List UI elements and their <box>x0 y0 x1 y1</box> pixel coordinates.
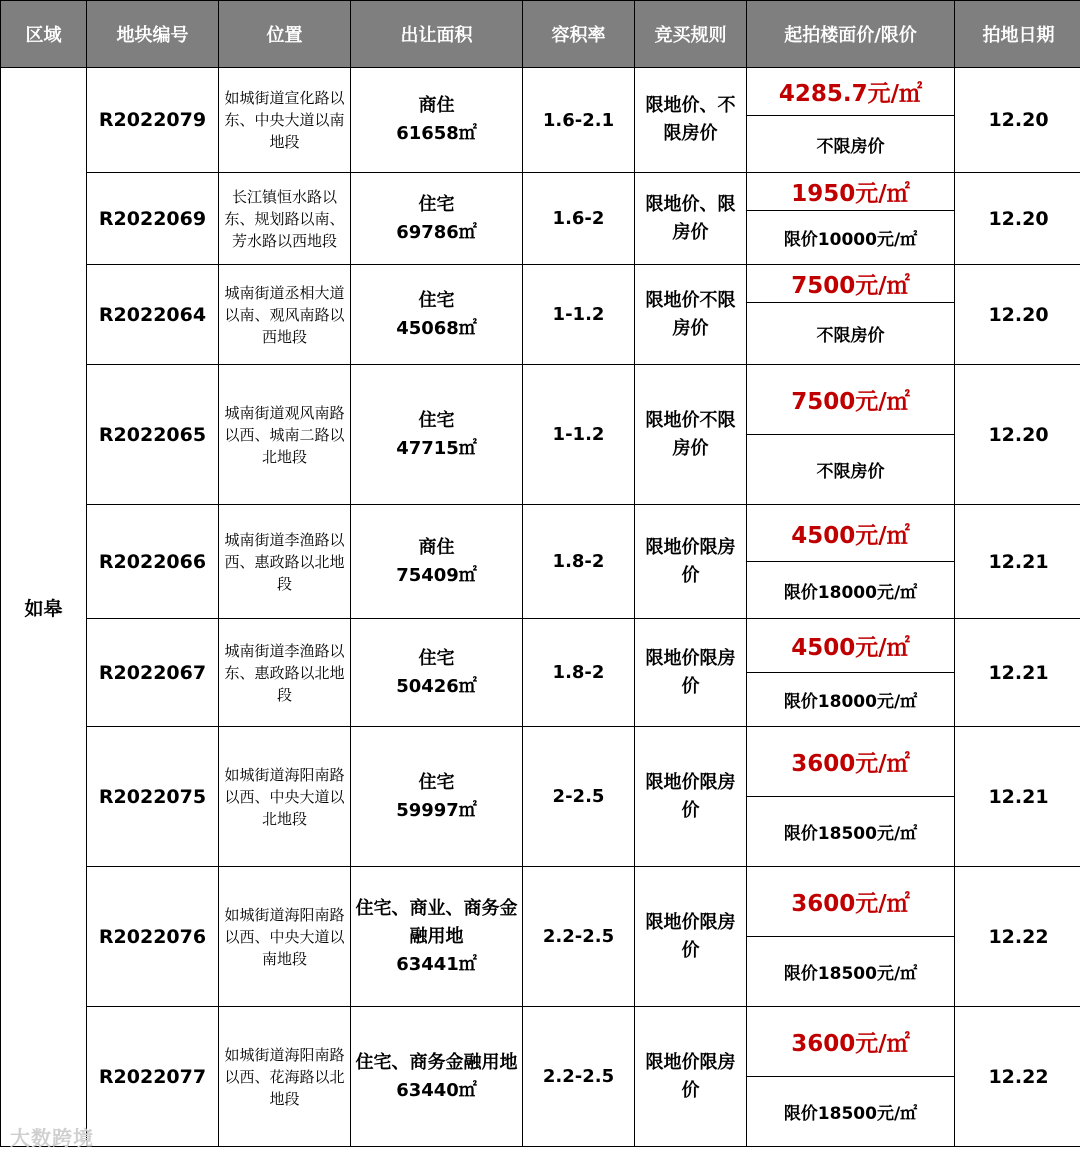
header-area: 出让面积 <box>351 1 523 68</box>
rule-text: 限地价、不限房价 <box>645 95 736 144</box>
date-text: 12.22 <box>988 925 1049 948</box>
header-code: 地块编号 <box>87 1 219 68</box>
far-text: 2.2-2.5 <box>542 1066 615 1087</box>
limit-text: 限价10000元/㎡ <box>783 230 918 250</box>
location-text: 如城街道海阳南路以西、花海路以北地段 <box>224 1045 345 1108</box>
plot-code <box>87 365 219 505</box>
land-area-value: 69786㎡ <box>396 221 477 243</box>
far-text: 1.8-2 <box>552 662 605 683</box>
rule-text: 限地价限房价 <box>645 536 736 586</box>
plot-code-text: R2022066 <box>98 550 207 573</box>
date-text: 12.20 <box>988 109 1049 131</box>
location-text: 城南街道观风南路以西、城南二路以北地段 <box>224 403 345 466</box>
date-text: 12.20 <box>988 423 1049 446</box>
floor-area-ratio <box>523 173 635 265</box>
table-row <box>1 619 1080 673</box>
date-text: 12.20 <box>988 303 1049 326</box>
auction-date <box>955 505 1080 619</box>
plot-code <box>87 173 219 265</box>
plot-code <box>87 265 219 365</box>
rule-text: 限地价限房价 <box>645 1051 736 1101</box>
table-row <box>1 1007 1080 1077</box>
land-use: 商住 <box>418 95 455 116</box>
auction-date <box>955 265 1080 365</box>
floor-area-ratio <box>523 265 635 365</box>
far-text: 1.6-2 <box>552 208 605 229</box>
auction-date <box>955 365 1080 505</box>
date-text: 12.21 <box>988 785 1049 808</box>
starting-price <box>747 265 955 303</box>
price-limit <box>747 1077 955 1147</box>
plot-code-text: R2022064 <box>98 303 207 326</box>
plot-code <box>87 505 219 619</box>
location-text: 如城街道海阳南路以西、中央大道以北地段 <box>224 765 345 828</box>
header-price: 起拍楼面价/限价 <box>747 1 955 68</box>
region-label: 如皋 <box>24 597 63 620</box>
land-use: 住宅 <box>418 193 455 215</box>
header-date: 拍地日期 <box>955 1 1080 68</box>
land-area-value: 50426㎡ <box>396 675 477 697</box>
location-text: 长江镇恒水路以东、规划路以南、芳水路以西地段 <box>224 187 345 250</box>
price-limit <box>747 797 955 867</box>
auction-date <box>955 619 1080 727</box>
location <box>219 867 351 1007</box>
plot-code <box>87 1007 219 1147</box>
limit-text: 限价18500元/㎡ <box>783 964 918 984</box>
date-text: 12.20 <box>988 207 1049 230</box>
price-text: 1950元/㎡ <box>791 181 910 207</box>
price-text: 3600元/㎡ <box>791 891 910 917</box>
location <box>219 619 351 727</box>
location <box>219 68 351 173</box>
land-area-value: 63440㎡ <box>396 1079 477 1101</box>
land-area-value: 59997㎡ <box>396 799 477 821</box>
rule-text: 限地价、限房价 <box>645 193 736 243</box>
location <box>219 265 351 365</box>
price-limit <box>747 562 955 619</box>
auction-date <box>955 727 1080 867</box>
bidding-rule <box>635 365 747 505</box>
starting-price <box>747 1007 955 1077</box>
bidding-rule <box>635 1007 747 1147</box>
auction-date <box>955 173 1080 265</box>
land-area-value: 63441㎡ <box>396 953 477 975</box>
rule-text: 限地价限房价 <box>645 647 736 697</box>
plot-code-text: R2022065 <box>98 423 207 446</box>
land-area <box>351 727 523 867</box>
land-area-value: 75409㎡ <box>396 564 477 586</box>
date-text: 12.22 <box>988 1065 1049 1088</box>
limit-text: 限价18500元/㎡ <box>783 824 918 844</box>
far-text: 2.2-2.5 <box>542 926 615 947</box>
header-row <box>1 1 1080 68</box>
bidding-rule <box>635 867 747 1007</box>
bidding-rule <box>635 173 747 265</box>
land-use: 住宅、商业、商务金融用地 <box>355 897 518 947</box>
price-text: 7500元/㎡ <box>791 389 910 415</box>
auction-date <box>955 68 1080 173</box>
floor-area-ratio <box>523 727 635 867</box>
location <box>219 505 351 619</box>
watermark: 大数跨境 <box>10 1126 94 1150</box>
rule-text: 限地价限房价 <box>645 911 736 961</box>
price-limit <box>747 435 955 505</box>
land-area <box>351 1007 523 1147</box>
bidding-rule <box>635 505 747 619</box>
plot-code-text: R2022077 <box>98 1065 207 1088</box>
far-text: 1-1.2 <box>552 424 605 445</box>
price-limit <box>747 937 955 1007</box>
rule-text: 限地价不限房价 <box>645 409 736 459</box>
floor-area-ratio <box>523 1007 635 1147</box>
limit-text: 限价18500元/㎡ <box>783 1104 918 1124</box>
rule-text: 限地价限房价 <box>645 771 736 821</box>
land-area <box>351 619 523 727</box>
land-area <box>351 265 523 365</box>
limit-text: 限价18000元/㎡ <box>783 582 918 603</box>
location <box>219 365 351 505</box>
price-limit <box>747 303 955 365</box>
price-text: 3600元/㎡ <box>791 1031 910 1057</box>
price-text: 4500元/㎡ <box>791 522 910 549</box>
land-area <box>351 505 523 619</box>
auction-date <box>955 1007 1080 1147</box>
limit-text: 不限房价 <box>816 326 885 346</box>
table-row <box>1 867 1080 937</box>
floor-area-ratio <box>523 505 635 619</box>
floor-area-ratio <box>523 619 635 727</box>
plot-code <box>87 619 219 727</box>
price-text: 4500元/㎡ <box>791 635 910 661</box>
starting-price <box>747 619 955 673</box>
table-row <box>1 265 1080 303</box>
limit-text: 不限房价 <box>816 462 885 482</box>
land-use: 住宅 <box>418 771 455 793</box>
starting-price <box>747 505 955 562</box>
land-area-value: 61658㎡ <box>396 123 477 144</box>
price-text: 7500元/㎡ <box>791 273 910 299</box>
location-text: 城南街道李渔路以东、惠政路以北地段 <box>224 641 345 704</box>
land-use: 住宅 <box>418 647 455 669</box>
price-limit <box>747 116 955 173</box>
plot-code-text: R2022075 <box>98 785 207 808</box>
bidding-rule <box>635 265 747 365</box>
land-area <box>351 173 523 265</box>
table-row <box>1 727 1080 797</box>
price-text: 3600元/㎡ <box>791 751 910 777</box>
price-text: 4285.7元/㎡ <box>778 81 923 107</box>
land-area-value: 45068㎡ <box>396 317 477 339</box>
price-limit <box>747 211 955 265</box>
plot-code-text: R2022067 <box>98 661 207 684</box>
far-text: 1-1.2 <box>552 304 605 325</box>
starting-price <box>747 867 955 937</box>
limit-text: 不限房价 <box>816 136 885 157</box>
plot-code-text: R2022076 <box>98 925 207 948</box>
header-location: 位置 <box>219 1 351 68</box>
limit-text: 限价18000元/㎡ <box>783 692 918 712</box>
table-row <box>1 505 1080 562</box>
auction-date <box>955 867 1080 1007</box>
land-use: 住宅 <box>418 289 455 311</box>
far-text: 2-2.5 <box>552 786 605 807</box>
plot-code-text: R2022069 <box>98 207 207 230</box>
starting-price <box>747 173 955 211</box>
table-row <box>1 173 1080 211</box>
plot-code <box>87 867 219 1007</box>
plot-code <box>87 68 219 173</box>
plot-code <box>87 727 219 867</box>
date-text: 12.21 <box>988 661 1049 684</box>
bidding-rule <box>635 68 747 173</box>
starting-price <box>747 68 955 116</box>
plot-code-text: R2022079 <box>98 109 207 131</box>
land-use: 住宅、商务金融用地 <box>355 1051 518 1073</box>
location-text: 如城街道海阳南路以西、中央大道以南地段 <box>224 905 345 968</box>
location <box>219 1007 351 1147</box>
far-text: 1.6-2.1 <box>542 109 615 131</box>
far-text: 1.8-2 <box>552 551 605 572</box>
location-text: 如城街道宣化路以东、中央大道以南地段 <box>224 89 345 151</box>
location <box>219 727 351 867</box>
starting-price <box>747 727 955 797</box>
land-use: 住宅 <box>418 409 455 431</box>
table-row <box>1 68 1080 116</box>
starting-price <box>747 365 955 435</box>
bidding-rule <box>635 619 747 727</box>
price-limit <box>747 673 955 727</box>
header-rule: 竞买规则 <box>635 1 747 68</box>
rule-text: 限地价不限房价 <box>645 289 736 339</box>
land-area-value: 47715㎡ <box>396 437 477 459</box>
land-area <box>351 68 523 173</box>
region-cell <box>1 68 87 1147</box>
table-row <box>1 365 1080 435</box>
date-text: 12.21 <box>988 550 1049 573</box>
location-text: 城南街道丞相大道以南、观风南路以西地段 <box>224 283 345 346</box>
header-region: 区域 <box>1 1 87 68</box>
floor-area-ratio <box>523 365 635 505</box>
location <box>219 173 351 265</box>
land-area <box>351 365 523 505</box>
floor-area-ratio <box>523 867 635 1007</box>
floor-area-ratio <box>523 68 635 173</box>
land-use: 商住 <box>418 536 455 558</box>
header-far: 容积率 <box>523 1 635 68</box>
location-text: 城南街道李渔路以西、惠政路以北地段 <box>224 530 345 593</box>
land-area <box>351 867 523 1007</box>
bidding-rule <box>635 727 747 867</box>
